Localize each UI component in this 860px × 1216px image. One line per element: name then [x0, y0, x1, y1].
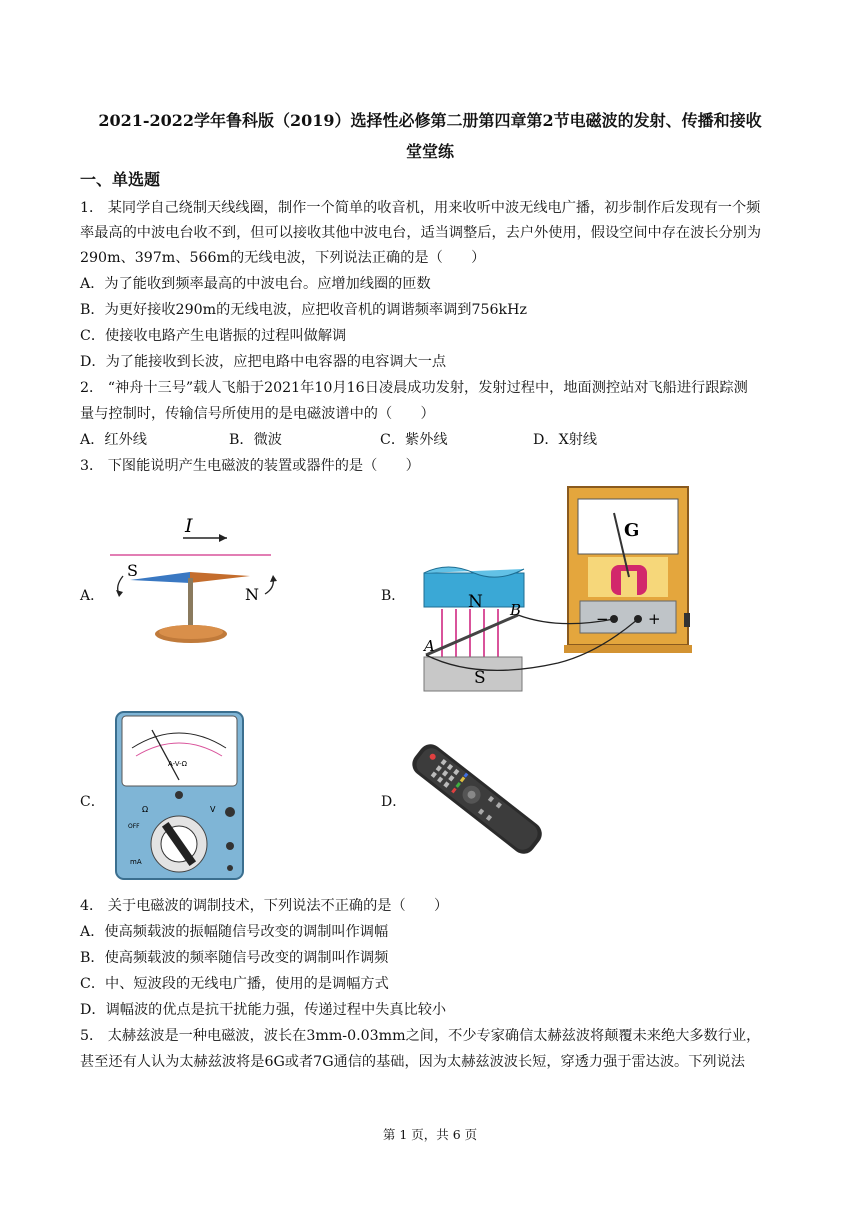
- south-magnet-label: S: [474, 668, 486, 688]
- minus-terminal-label: −: [596, 610, 609, 628]
- q1-line1: 1． 某同学自己绕制天线线圈，制作一个简单的收音机，用来收听中波无线电广播，初步制作后发现有一个频: [80, 200, 761, 216]
- q2-option-d: D．X射线: [533, 432, 598, 448]
- q1-line3: 290m、397m、566m的无线电波，下列说法正确的是（ ）: [80, 250, 486, 266]
- galvanometer-label: G: [624, 520, 640, 541]
- q3-line1: 3． 下图能说明产生电磁波的装置或器件的是（ ）: [80, 458, 420, 474]
- meter-unit-label: A-V-Ω: [168, 760, 188, 768]
- plus-terminal-label: +: [648, 610, 661, 628]
- q3-option-a-label: A．: [80, 588, 105, 604]
- page-title-line2: 堂堂练: [405, 142, 454, 161]
- galvanometer-magnet-figure: [418, 485, 698, 695]
- q4-option-d: D．调幅波的优点是抗干扰能力强，传递过程中失真比较小: [80, 1002, 447, 1018]
- q2-option-b: B．微波: [229, 432, 282, 448]
- q1-option-c: C．使接收电路产生电谐振的过程叫做解调: [80, 328, 347, 344]
- q1-option-b: B．为更好接收290m的无线电波，应把收音机的调谐频率调到756kHz: [80, 302, 527, 318]
- q1-line2: 率最高的中波电台收不到，但可以接收其他中波电台，适当调整后，去户外使用，假设空间中存在波长分别为: [80, 225, 762, 241]
- q2-option-c: C．紫外线: [380, 432, 448, 448]
- q1-option-d: D．为了能接收到长波，应把电路中电容器的电容调大一点: [80, 354, 447, 370]
- q4-option-a: A．使高频载波的振幅随信号改变的调制叫作调幅: [80, 924, 389, 940]
- q2-line1: 2． “神舟十三号”载人飞船于2021年10月16日凌晨成功发射，发射过程中，地面测控站对飞船进行跟踪测: [80, 380, 748, 396]
- current-label: I: [185, 515, 193, 537]
- multimeter-figure: [112, 708, 247, 883]
- omega-range-label: Ω: [142, 805, 149, 814]
- q3-option-b-label: B．: [381, 588, 406, 604]
- q3-option-d-label: D．: [381, 794, 407, 810]
- q2-line2: 量与控制时，传输信号所使用的是电磁波谱中的（ ）: [80, 406, 435, 422]
- q5-line2: 甚至还有人认为太赫兹波将是6G或者7G通信的基础，因为太赫兹波波长短，穿透力强于雷达波。下列说法: [80, 1054, 745, 1070]
- q1-option-a: A．为了能收到频率最高的中波电台。应增加线圈的匝数: [80, 276, 431, 292]
- section-heading: 一、单选题: [80, 170, 161, 189]
- north-pole-label: N: [245, 585, 259, 604]
- q2-option-a: A．红外线: [80, 432, 147, 448]
- volt-range-label: V: [210, 805, 216, 814]
- point-a-label: A: [424, 637, 435, 655]
- compass-needle-figure: [105, 512, 280, 647]
- page-title-line1: 2021-2022学年鲁科版（2019）选择性必修第二册第四章第2节电磁波的发射、传播和接收: [98, 111, 762, 130]
- milliamp-label: mA: [130, 858, 142, 866]
- q4-option-c: C．中、短波段的无线电广播，使用的是调幅方式: [80, 976, 389, 992]
- q4-option-b: B．使高频载波的频率随信号改变的调制叫作调频: [80, 950, 389, 966]
- q4-line1: 4． 关于电磁波的调制技术，下列说法不正确的是（ ）: [80, 898, 449, 914]
- south-pole-label: S: [127, 561, 138, 580]
- remote-control-figure: [410, 736, 542, 868]
- q3-option-c-label: C．: [80, 794, 105, 810]
- north-magnet-label: N: [468, 592, 483, 612]
- off-label: OFF: [128, 823, 140, 830]
- point-b-label: B: [510, 601, 522, 619]
- page-footer: 第 1 页，共 6 页: [382, 1127, 478, 1142]
- q5-line1: 5． 太赫兹波是一种电磁波，波长在3mm-0.03mm之间，不少专家确信太赫兹波将颠覆未来绝大多数行业，: [80, 1028, 761, 1044]
